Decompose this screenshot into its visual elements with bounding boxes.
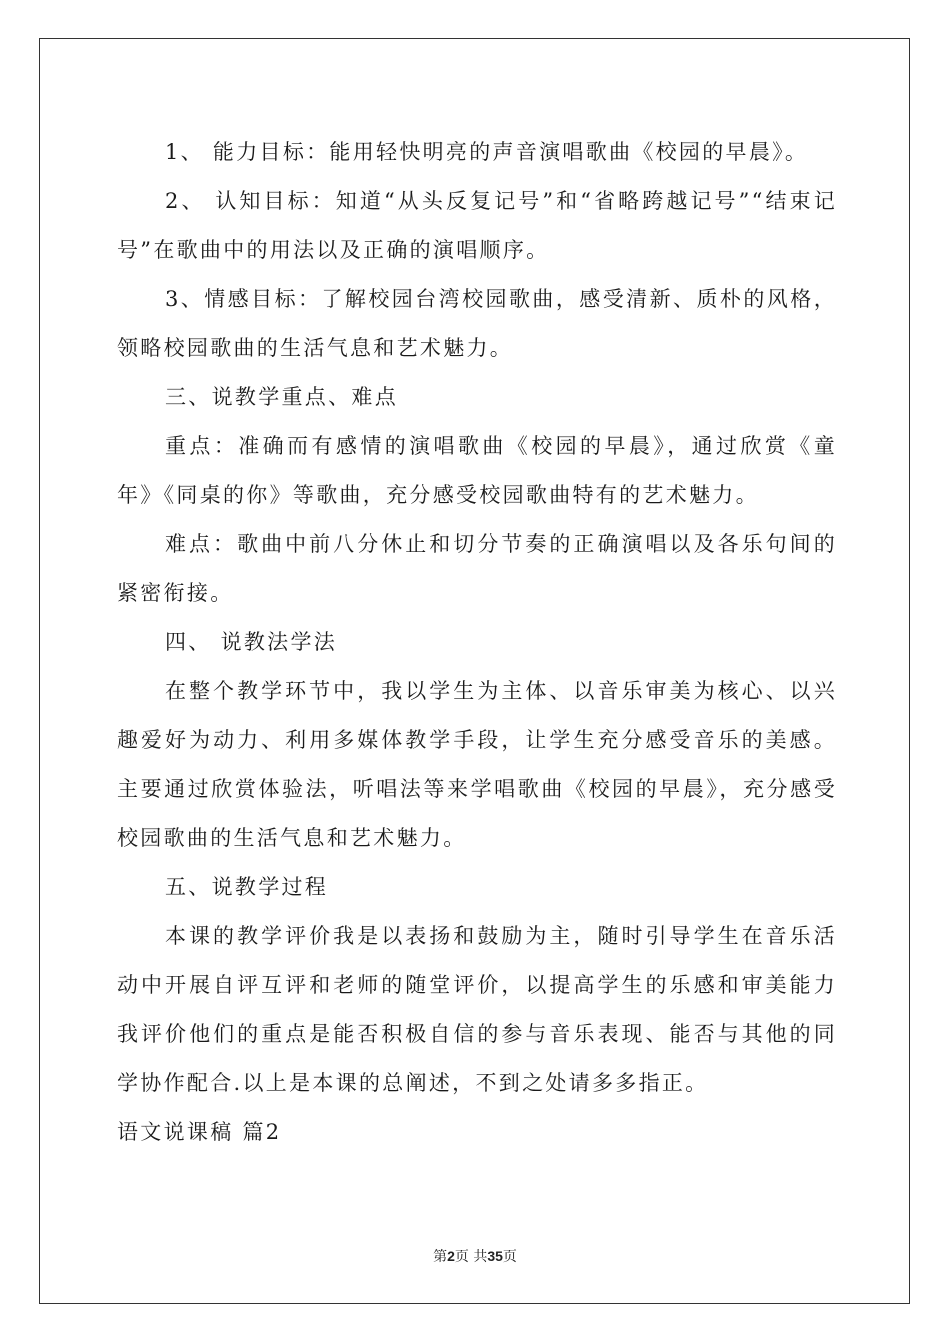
document-body [117, 128, 837, 1157]
heading-methods: 四、 说教法学法 [165, 630, 338, 654]
section-title: 语文说课稿 篇2 [117, 1120, 282, 1144]
objective-cognition: 2、 认知目标：知道“从头反复记号”和“省略跨越记号”“结束记号”在歌曲中的用法以及正确的演唱顺序。 [117, 189, 837, 262]
key-point-text: 重点：准确而有感情的演唱歌曲《校园的早晨》，通过欣赏《童年》《同桌的你》等歌曲，充分感受校园歌曲特有的艺术魅力。 [117, 434, 837, 507]
page-footer [0, 1246, 950, 1266]
methods-text: 在整个教学环节中，我以学生为主体、以音乐审美为核心、以兴趣爱好为动力、利用多媒体教学手段，让学生充分感受音乐的美感。主要通过欣赏体验法，听唱法等来学唱歌曲《校园的早晨》，充分感受校园歌曲的生活气息和艺术魅力。 [117, 679, 837, 850]
process-text: 本课的教学评价我是以表扬和鼓励为主，随时引导学生在音乐活动中开展自评互评和老师的随堂评价，以提高学生的乐感和审美能力我评价他们的重点是能否积极自信的参与音乐表现、能否与其他的同学协作配合.以上是本课的总阐述，不到之处请多多指正。 [117, 924, 837, 1095]
objective-emotion: 3、情感目标：了解校园台湾校园歌曲，感受清新、质朴的风格，领略校园歌曲的生活气息和艺术魅力。 [117, 287, 837, 360]
footer-page-number: 2 [447, 1248, 455, 1264]
heading-process: 五、说教学过程 [165, 875, 329, 899]
footer-mid: 页 共 [454, 1249, 488, 1265]
difficult-point-text: 难点：歌曲中前八分休止和切分节奏的正确演唱以及各乐句间的紧密衔接。 [117, 532, 837, 605]
footer-prefix: 第 [433, 1249, 448, 1265]
heading-key-points: 三、说教学重点、难点 [165, 385, 398, 409]
footer-suffix: 页 [502, 1249, 517, 1265]
objective-ability: 1、 能力目标：能用轻快明亮的声音演唱歌曲《校园的早晨》。 [165, 140, 809, 164]
footer-total-pages: 35 [487, 1248, 503, 1264]
